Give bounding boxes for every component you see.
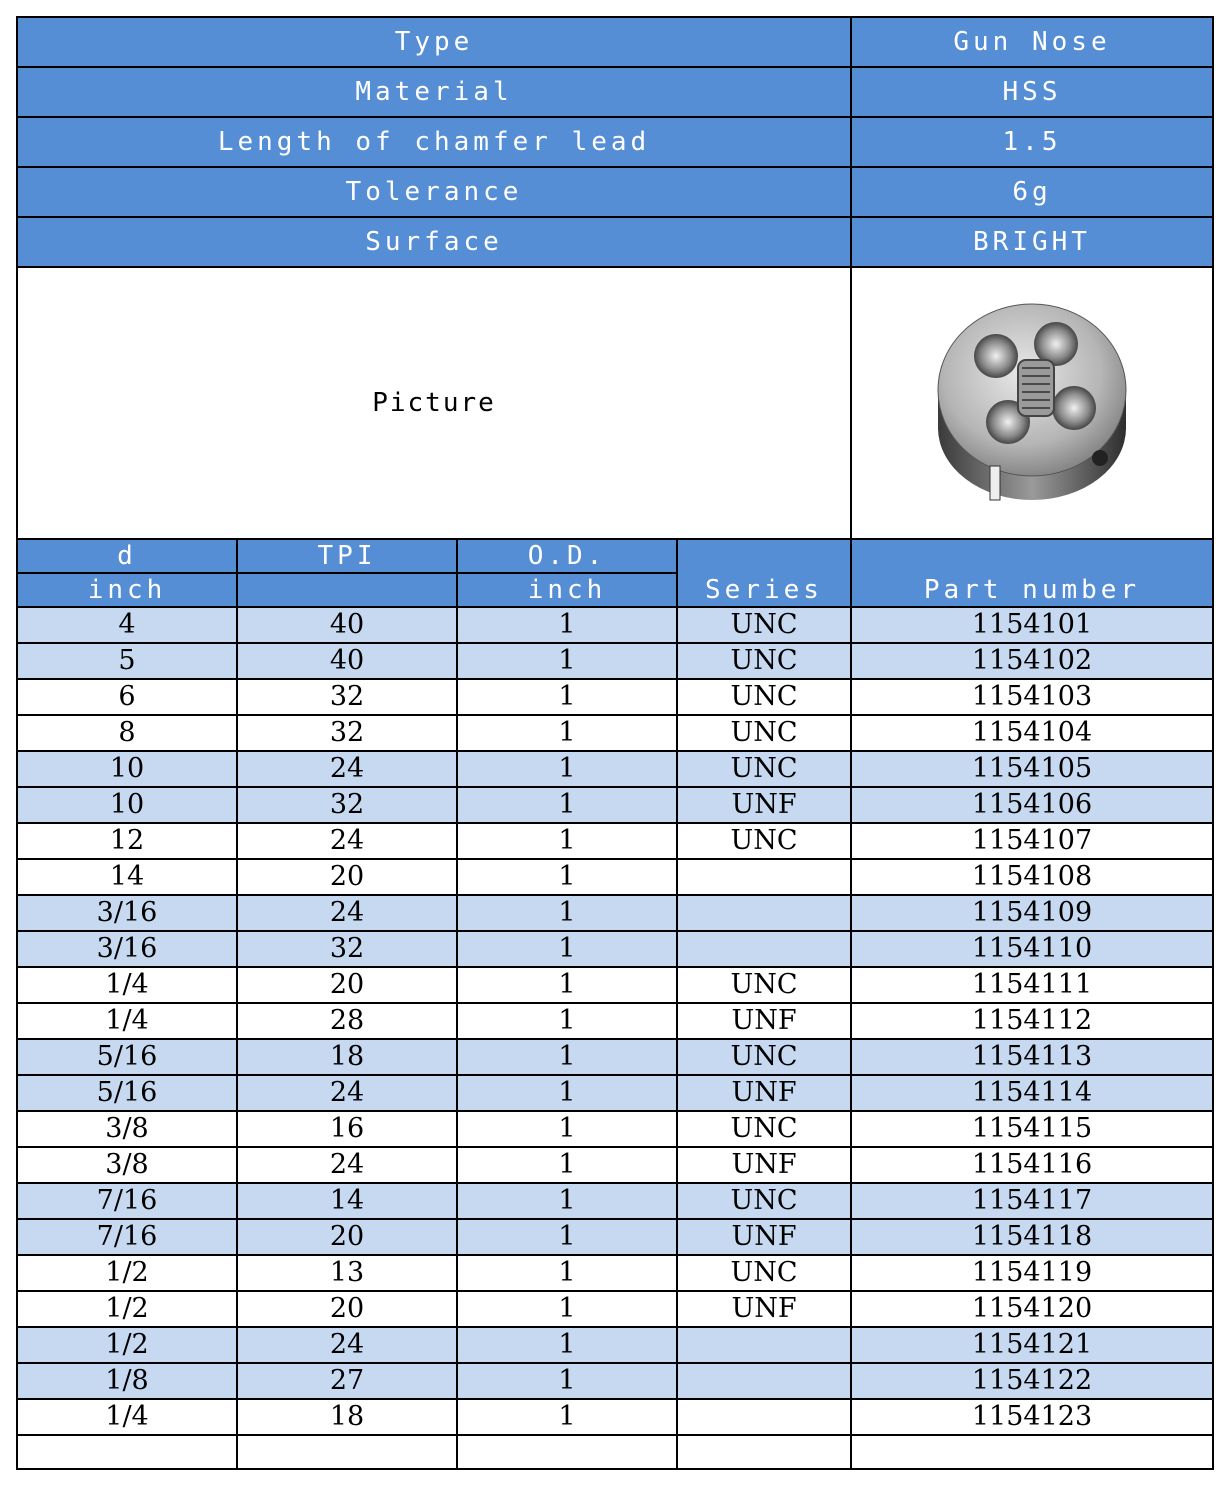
table-row [17, 967, 1213, 1003]
cell-tpi: 14 [237, 1183, 457, 1219]
cell-tpi: 32 [237, 715, 457, 751]
picture-cell [851, 267, 1213, 539]
spec-row-tolerance [17, 167, 1213, 217]
cell-od: 1 [457, 787, 677, 823]
spec-table [16, 16, 1214, 1470]
cell-part: 1154104 [851, 715, 1213, 751]
cell-part: 1154101 [851, 607, 1213, 643]
cell-tpi: 32 [237, 679, 457, 715]
cell-od: 1 [457, 751, 677, 787]
cell-d: 1/4 [17, 967, 237, 1003]
cell-d: 4 [17, 607, 237, 643]
cell-series: UNC [677, 1255, 851, 1291]
cell-part: 1154115 [851, 1111, 1213, 1147]
cell-series: UNF [677, 1003, 851, 1039]
cell-d: 1/4 [17, 1399, 237, 1435]
cell-series: UNC [677, 967, 851, 1003]
cell-tpi: 20 [237, 1291, 457, 1327]
cell-od: 1 [457, 1147, 677, 1183]
cell-series [677, 859, 851, 895]
cell-tpi: 24 [237, 1327, 457, 1363]
cell-series: UNC [677, 679, 851, 715]
cell-part: 1154111 [851, 967, 1213, 1003]
table-row [17, 1147, 1213, 1183]
cell-od: 1 [457, 859, 677, 895]
cell-tpi: 20 [237, 967, 457, 1003]
table-row [17, 1291, 1213, 1327]
cell-part: 1154116 [851, 1147, 1213, 1183]
table-row [17, 1003, 1213, 1039]
cell-tpi: 18 [237, 1399, 457, 1435]
col-tpi-header: TPI [237, 539, 457, 573]
spec-row-chamfer [17, 117, 1213, 167]
cell-tpi: 18 [237, 1039, 457, 1075]
table-row [17, 1255, 1213, 1291]
cell-part: 1154112 [851, 1003, 1213, 1039]
cell-part: 1154120 [851, 1291, 1213, 1327]
cell-tpi: 24 [237, 1147, 457, 1183]
table-row [17, 1075, 1213, 1111]
spec-value: 1.5 [851, 117, 1213, 167]
cell-tpi: 28 [237, 1003, 457, 1039]
cell-tpi: 24 [237, 823, 457, 859]
table-row [17, 1363, 1213, 1399]
cell-part: 1154119 [851, 1255, 1213, 1291]
cell-part: 1154108 [851, 859, 1213, 895]
table-row [17, 859, 1213, 895]
table-row [17, 895, 1213, 931]
cell-part: 1154110 [851, 931, 1213, 967]
cell-d: 3/8 [17, 1147, 237, 1183]
cell-od: 1 [457, 931, 677, 967]
table-row [17, 931, 1213, 967]
table-row [17, 1327, 1213, 1363]
cell-d: 6 [17, 679, 237, 715]
cell-od: 1 [457, 1219, 677, 1255]
empty-cell [851, 1435, 1213, 1469]
picture-label: Picture [17, 267, 851, 539]
cell-od: 1 [457, 607, 677, 643]
cell-d: 10 [17, 787, 237, 823]
spec-row-surface [17, 217, 1213, 267]
empty-row [17, 1435, 1213, 1469]
cell-series: UNC [677, 1111, 851, 1147]
picture-row [17, 267, 1213, 539]
cell-part: 1154123 [851, 1399, 1213, 1435]
spec-label: Type [17, 17, 851, 67]
cell-tpi: 20 [237, 1219, 457, 1255]
cell-series [677, 1327, 851, 1363]
cell-od: 1 [457, 1363, 677, 1399]
cell-d: 3/16 [17, 895, 237, 931]
empty-cell [17, 1435, 237, 1469]
cell-tpi: 16 [237, 1111, 457, 1147]
cell-series [677, 895, 851, 931]
spec-value: HSS [851, 67, 1213, 117]
spec-row-type [17, 17, 1213, 67]
table-row [17, 823, 1213, 859]
col-od-unit: inch [457, 573, 677, 607]
spec-label: Length of chamfer lead [17, 117, 851, 167]
cell-d: 7/16 [17, 1183, 237, 1219]
cell-part: 1154117 [851, 1183, 1213, 1219]
col-d-header: d [17, 539, 237, 573]
cell-series [677, 1399, 851, 1435]
col-tpi-unit [237, 573, 457, 607]
table-row [17, 1219, 1213, 1255]
cell-d: 7/16 [17, 1219, 237, 1255]
table-row [17, 1111, 1213, 1147]
cell-part: 1154122 [851, 1363, 1213, 1399]
spec-label: Tolerance [17, 167, 851, 217]
cell-od: 1 [457, 1327, 677, 1363]
column-header-row-top [17, 539, 1213, 573]
cell-d: 3/8 [17, 1111, 237, 1147]
cell-series [677, 1363, 851, 1399]
col-d-unit: inch [17, 573, 237, 607]
cell-series: UNC [677, 823, 851, 859]
empty-cell [677, 1435, 851, 1469]
table-row [17, 751, 1213, 787]
cell-d: 1/2 [17, 1291, 237, 1327]
cell-d: 1/2 [17, 1327, 237, 1363]
cell-od: 1 [457, 895, 677, 931]
table-row [17, 679, 1213, 715]
cell-part: 1154106 [851, 787, 1213, 823]
cell-tpi: 32 [237, 787, 457, 823]
cell-tpi: 24 [237, 751, 457, 787]
cell-part: 1154113 [851, 1039, 1213, 1075]
cell-od: 1 [457, 1291, 677, 1327]
spec-label: Material [17, 67, 851, 117]
cell-d: 1/2 [17, 1255, 237, 1291]
cell-series: UNF [677, 1291, 851, 1327]
cell-od: 1 [457, 679, 677, 715]
cell-od: 1 [457, 1399, 677, 1435]
cell-tpi: 40 [237, 607, 457, 643]
cell-od: 1 [457, 1003, 677, 1039]
cell-od: 1 [457, 1111, 677, 1147]
empty-cell [457, 1435, 677, 1469]
cell-part: 1154121 [851, 1327, 1213, 1363]
cell-tpi: 20 [237, 859, 457, 895]
table-row [17, 1399, 1213, 1435]
table-row [17, 715, 1213, 751]
round-die-icon [932, 298, 1132, 508]
cell-series: UNC [677, 1039, 851, 1075]
spec-value: Gun Nose [851, 17, 1213, 67]
table-row [17, 1183, 1213, 1219]
cell-tpi: 24 [237, 895, 457, 931]
cell-tpi: 24 [237, 1075, 457, 1111]
cell-d: 1/4 [17, 1003, 237, 1039]
cell-d: 14 [17, 859, 237, 895]
cell-d: 8 [17, 715, 237, 751]
spec-row-material [17, 67, 1213, 117]
cell-series: UNF [677, 787, 851, 823]
cell-od: 1 [457, 1075, 677, 1111]
cell-part: 1154105 [851, 751, 1213, 787]
col-od-header: O.D. [457, 539, 677, 573]
col-series-header: Series [677, 539, 851, 607]
cell-od: 1 [457, 1183, 677, 1219]
cell-part: 1154102 [851, 643, 1213, 679]
col-part-header: Part number [851, 539, 1213, 607]
table-row [17, 607, 1213, 643]
cell-d: 12 [17, 823, 237, 859]
cell-part: 1154114 [851, 1075, 1213, 1111]
table-row [17, 643, 1213, 679]
cell-tpi: 13 [237, 1255, 457, 1291]
cell-od: 1 [457, 643, 677, 679]
cell-d: 5 [17, 643, 237, 679]
cell-d: 10 [17, 751, 237, 787]
spec-label: Surface [17, 217, 851, 267]
cell-series: UNC [677, 1183, 851, 1219]
cell-part: 1154118 [851, 1219, 1213, 1255]
cell-od: 1 [457, 1255, 677, 1291]
empty-cell [237, 1435, 457, 1469]
cell-od: 1 [457, 823, 677, 859]
cell-d: 1/8 [17, 1363, 237, 1399]
cell-part: 1154107 [851, 823, 1213, 859]
cell-od: 1 [457, 967, 677, 1003]
cell-d: 5/16 [17, 1039, 237, 1075]
cell-part: 1154103 [851, 679, 1213, 715]
spec-value: 6g [851, 167, 1213, 217]
cell-series: UNC [677, 643, 851, 679]
cell-series [677, 931, 851, 967]
cell-series: UNC [677, 751, 851, 787]
spec-value: BRIGHT [851, 217, 1213, 267]
cell-tpi: 40 [237, 643, 457, 679]
table-row [17, 787, 1213, 823]
cell-od: 1 [457, 1039, 677, 1075]
cell-d: 5/16 [17, 1075, 237, 1111]
cell-series: UNF [677, 1219, 851, 1255]
table-row [17, 1039, 1213, 1075]
cell-series: UNC [677, 715, 851, 751]
cell-series: UNF [677, 1147, 851, 1183]
cell-tpi: 32 [237, 931, 457, 967]
cell-tpi: 27 [237, 1363, 457, 1399]
cell-part: 1154109 [851, 895, 1213, 931]
cell-od: 1 [457, 715, 677, 751]
cell-d: 3/16 [17, 931, 237, 967]
cell-series: UNF [677, 1075, 851, 1111]
cell-series: UNC [677, 607, 851, 643]
